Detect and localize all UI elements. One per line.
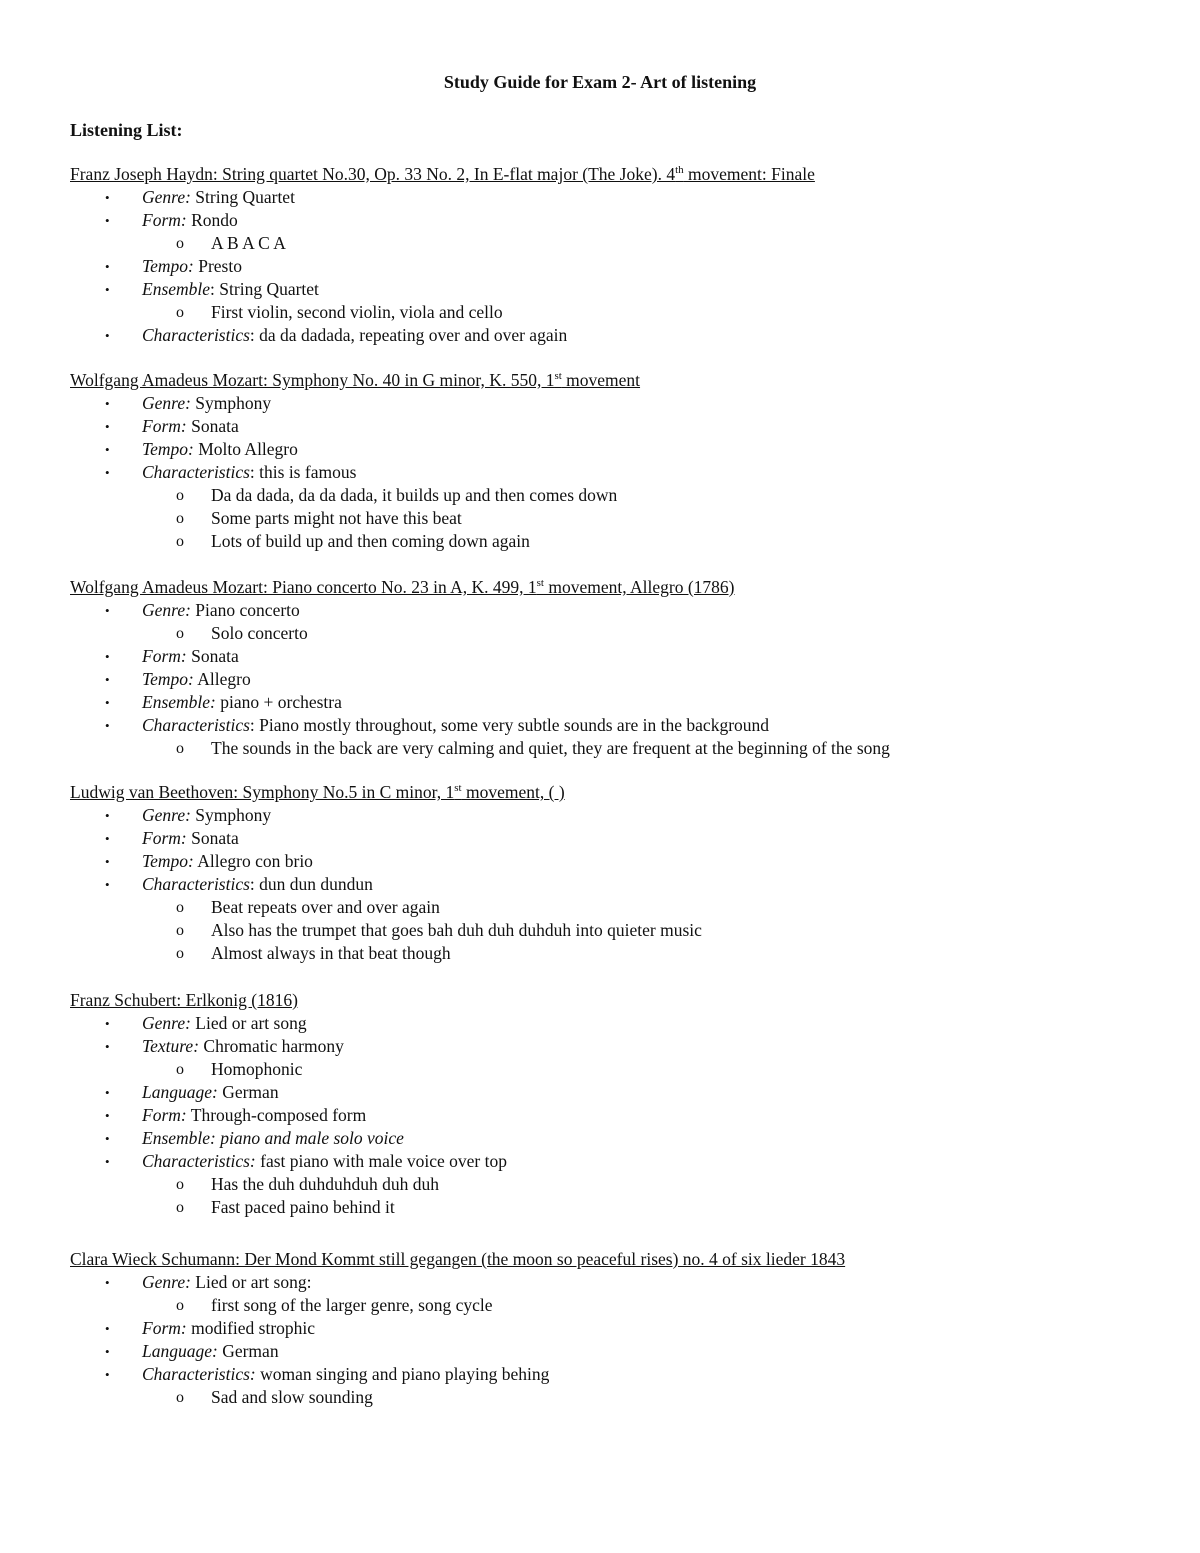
bullet-icon: • (105, 808, 110, 823)
list-item (70, 415, 1170, 438)
circle-bullet-icon: o (176, 945, 184, 962)
piece-section (70, 369, 1170, 553)
list-item (70, 691, 1170, 714)
bullet-icon: • (105, 1108, 110, 1123)
bullet-icon: • (105, 831, 110, 846)
heading-text-end: movement, Allegro (1786) (543, 577, 735, 597)
sub-list-item (70, 896, 1170, 919)
list-item (70, 1271, 1170, 1294)
item-text: Also has the trumpet that goes bah duh duh duhduh into quieter music (211, 920, 702, 940)
heading-text: Wolfgang Amadeus Mozart: Piano concerto No. 23 in A, K. 499, 1 (70, 577, 537, 597)
field-label: Ensemble: (142, 692, 216, 712)
piece-heading (70, 576, 1170, 599)
circle-bullet-icon: o (176, 304, 184, 321)
bullet-icon: • (105, 1039, 110, 1054)
field-value: German (217, 1341, 279, 1361)
heading-text: Clara Wieck Schumann: Der Mond Kommt still gegangen (the moon so peaceful rises) no. 4 of six lieder 1843 (70, 1249, 846, 1269)
sub-list-item (70, 1173, 1170, 1196)
sub-list-item (70, 530, 1170, 553)
item-text (142, 1081, 279, 1104)
field-value: Sonata (186, 828, 239, 848)
item-text (142, 1150, 507, 1173)
field-label: Form: (142, 416, 187, 436)
item-text (142, 186, 295, 209)
field-value: German (217, 1082, 279, 1102)
field-value: Lied or art song: (190, 1272, 312, 1292)
piece-heading (70, 989, 1170, 1012)
bullet-icon: • (105, 877, 110, 892)
item-text: first song of the larger genre, song cycle (211, 1295, 493, 1315)
bullet-icon: • (105, 1154, 110, 1169)
bullet-icon: • (105, 695, 110, 710)
item-text (142, 1035, 344, 1058)
field-value: modified strophic (186, 1318, 316, 1338)
item-text (142, 850, 313, 873)
field-value: Lied or art song (190, 1013, 307, 1033)
field-value: Molto Allegro (193, 439, 298, 459)
sub-list-item (70, 737, 1170, 760)
heading-text: Ludwig van Beethoven: Symphony No.5 in C minor, 1 (70, 782, 455, 802)
field-value: : dun dun dundun (249, 874, 373, 894)
list-item (70, 1104, 1170, 1127)
bullet-icon: • (105, 328, 110, 343)
piece-section (70, 1248, 1170, 1409)
circle-bullet-icon: o (176, 740, 184, 757)
heading-text: Wolfgang Amadeus Mozart: Symphony No. 40 in G minor, K. 550, 1 (70, 370, 555, 390)
field-value: Presto (193, 256, 242, 276)
field-value: : this is famous (249, 462, 357, 482)
item-text (142, 645, 239, 668)
piece-section (70, 163, 1170, 347)
list-item (70, 827, 1170, 850)
heading-text-end: movement: Finale (683, 164, 815, 184)
list-item (70, 1012, 1170, 1035)
field-label: Characteristics (142, 715, 250, 735)
item-text (142, 324, 567, 347)
sub-list-item (70, 1196, 1170, 1219)
item-text (142, 1104, 366, 1127)
bullet-icon: • (105, 465, 110, 480)
circle-bullet-icon: o (176, 510, 184, 527)
piece-heading (70, 163, 1170, 186)
field-label: Tempo: (142, 439, 194, 459)
list-item (70, 668, 1170, 691)
circle-bullet-icon: o (176, 1061, 184, 1078)
item-text (142, 1271, 311, 1294)
circle-bullet-icon: o (176, 922, 184, 939)
field-label: Genre: (142, 393, 191, 413)
field-label: Tempo: (142, 669, 194, 689)
circle-bullet-icon: o (176, 533, 184, 550)
item-text (142, 415, 239, 438)
field-value: woman singing and piano playing behing (255, 1364, 550, 1384)
field-value: Allegro (193, 669, 251, 689)
item-text: The sounds in the back are very calming and quiet, they are frequent at the beginning of the song (211, 738, 890, 758)
list-item (70, 209, 1170, 232)
field-value: Allegro con brio (193, 851, 313, 871)
list-item (70, 186, 1170, 209)
field-label: Form: (142, 1318, 187, 1338)
field-label: Genre: (142, 805, 191, 825)
sub-list-item (70, 622, 1170, 645)
field-label: Language: (142, 1082, 218, 1102)
item-text (142, 1127, 404, 1150)
circle-bullet-icon: o (176, 235, 184, 252)
list-item (70, 1035, 1170, 1058)
list-item (70, 1081, 1170, 1104)
item-text (142, 873, 373, 896)
item-text: Lots of build up and then coming down again (211, 531, 530, 551)
item-text: First violin, second violin, viola and cello (211, 302, 503, 322)
field-label: Genre: (142, 1013, 191, 1033)
field-label: Tempo: (142, 851, 194, 871)
item-text: Some parts might not have this beat (211, 508, 462, 528)
circle-bullet-icon: o (176, 487, 184, 504)
sub-list-item (70, 301, 1170, 324)
circle-bullet-icon: o (176, 1199, 184, 1216)
list-item (70, 438, 1170, 461)
item-text (142, 392, 271, 415)
circle-bullet-icon: o (176, 899, 184, 916)
document-title: Study Guide for Exam 2- Art of listening (443, 72, 757, 92)
field-label: Genre: (142, 187, 191, 207)
sub-list-item (70, 484, 1170, 507)
bullet-icon: • (105, 1344, 110, 1359)
item-text: Beat repeats over and over again (211, 897, 440, 917)
item-text (142, 1317, 315, 1340)
item-text (142, 278, 319, 301)
item-text: Almost always in that beat though (211, 943, 451, 963)
list-item (70, 873, 1170, 896)
item-text: Homophonic (211, 1059, 303, 1079)
field-value: piano + orchestra (215, 692, 342, 712)
field-label: Characteristics: (142, 1151, 256, 1171)
piece-section (70, 989, 1170, 1219)
heading-superscript: th (675, 164, 684, 177)
circle-bullet-icon: o (176, 1176, 184, 1193)
field-value: Chromatic harmony (199, 1036, 344, 1056)
field-label: Language: (142, 1341, 218, 1361)
item-text (142, 827, 239, 850)
field-value: : String Quartet (210, 279, 319, 299)
field-value: Through-composed form (186, 1105, 367, 1125)
field-label: Characteristics (142, 325, 250, 345)
item-text: A B A C A (211, 233, 286, 253)
bullet-icon: • (105, 649, 110, 664)
list-item (70, 324, 1170, 347)
item-text: Sad and slow sounding (211, 1387, 373, 1407)
bullet-icon: • (105, 1275, 110, 1290)
field-label: Genre: (142, 600, 191, 620)
sub-list-item (70, 942, 1170, 965)
list-item (70, 714, 1170, 737)
bullet-icon: • (105, 213, 110, 228)
bullet-icon: • (105, 603, 110, 618)
list-item (70, 255, 1170, 278)
item-text (142, 1012, 307, 1035)
bullet-icon: • (105, 419, 110, 434)
field-value: : da da dadada, repeating over and over again (249, 325, 568, 345)
item-text (142, 691, 342, 714)
bullet-icon: • (105, 396, 110, 411)
field-label: Genre: (142, 1272, 191, 1292)
piece-section (70, 781, 1170, 965)
field-label: Form: (142, 828, 187, 848)
item-text (142, 209, 238, 232)
heading-superscript: st (536, 577, 544, 590)
piece-heading (70, 1248, 1170, 1271)
bullet-icon: • (105, 1367, 110, 1382)
heading-superscript: st (454, 782, 462, 795)
list-item (70, 1340, 1170, 1363)
bullet-icon: • (105, 854, 110, 869)
list-item (70, 278, 1170, 301)
item-text: Has the duh duhduhduh duh duh (211, 1174, 439, 1194)
circle-bullet-icon: o (176, 1389, 184, 1406)
item-text (142, 1340, 279, 1363)
item-text: Da da dada, da da dada, it builds up and then comes down (211, 485, 618, 505)
sub-list-item (70, 1058, 1170, 1081)
bullet-icon: • (105, 718, 110, 733)
list-item (70, 392, 1170, 415)
sub-list-item (70, 232, 1170, 255)
list-item (70, 645, 1170, 668)
listening-list-label: Listening List: (70, 120, 183, 140)
field-value: : Piano mostly throughout, some very subtle sounds are in the background (249, 715, 770, 735)
field-label: Form: (142, 646, 187, 666)
heading-text: Franz Schubert: Erlkonig (1816) (70, 990, 298, 1010)
sub-list-item (70, 1294, 1170, 1317)
bullet-icon: • (105, 1016, 110, 1031)
field-label: Characteristics (142, 462, 250, 482)
sub-list-item (70, 507, 1170, 530)
bullet-icon: • (105, 672, 110, 687)
field-label: Characteristics (142, 874, 250, 894)
bullet-icon: • (105, 282, 110, 297)
heading-text-end: movement (561, 370, 641, 390)
item-text (142, 461, 356, 484)
sub-list-item (70, 1386, 1170, 1409)
field-label: Tempo: (142, 256, 194, 276)
bullet-icon: • (105, 442, 110, 457)
bullet-icon: • (105, 259, 110, 274)
field-value: Symphony (190, 805, 272, 825)
field-label: Characteristics: (142, 1364, 256, 1384)
item-text (142, 599, 300, 622)
field-label: Form: (142, 1105, 187, 1125)
field-label: Ensemble (142, 279, 211, 299)
circle-bullet-icon: o (176, 1297, 184, 1314)
field-label: Texture: (142, 1036, 200, 1056)
list-item (70, 599, 1170, 622)
heading-text: Franz Joseph Haydn: String quartet No.30, Op. 33 No. 2, In E-flat major (The Joke). 4 (70, 164, 676, 184)
bullet-icon: • (105, 1321, 110, 1336)
heading-text-end: movement, ( ) (461, 782, 565, 802)
field-value: Symphony (190, 393, 272, 413)
piece-heading (70, 781, 1170, 804)
item-text (142, 255, 242, 278)
bullet-icon: • (105, 190, 110, 205)
item-text (142, 804, 271, 827)
item-text (142, 668, 251, 691)
field-label: Form: (142, 210, 187, 230)
item-text (142, 1363, 549, 1386)
list-item (70, 461, 1170, 484)
item-text: Solo concerto (211, 623, 308, 643)
list-item (70, 1317, 1170, 1340)
item-text (142, 714, 769, 737)
list-item (70, 850, 1170, 873)
field-value: String Quartet (190, 187, 295, 207)
piece-heading (70, 369, 1170, 392)
list-item (70, 804, 1170, 827)
circle-bullet-icon: o (176, 625, 184, 642)
item-text: Fast paced paino behind it (211, 1197, 395, 1217)
list-item (70, 1363, 1170, 1386)
bullet-icon: • (105, 1131, 110, 1146)
field-value: Rondo (186, 210, 238, 230)
list-item (70, 1150, 1170, 1173)
sub-list-item (70, 919, 1170, 942)
field-value: Sonata (186, 416, 239, 436)
piece-section (70, 576, 1170, 760)
list-item (70, 1127, 1170, 1150)
item-text (142, 438, 298, 461)
heading-superscript: st (554, 370, 562, 383)
field-value: fast piano with male voice over top (255, 1151, 507, 1171)
field-value: Sonata (186, 646, 239, 666)
field-value: Piano concerto (190, 600, 300, 620)
bullet-icon: • (105, 1085, 110, 1100)
field-label: Ensemble: piano and male solo voice (142, 1128, 404, 1148)
